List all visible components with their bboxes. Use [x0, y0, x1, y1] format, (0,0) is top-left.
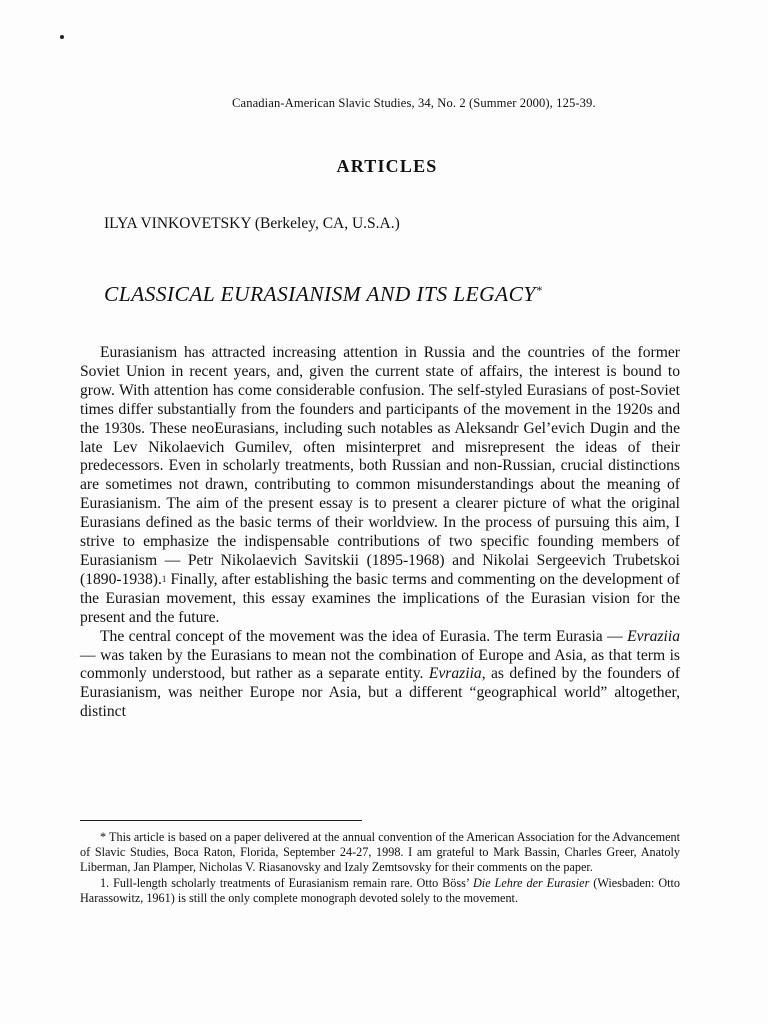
body-text-segment: , as defined by the founders of Eurasianism, was neither Europe nor Asia, but a different “geographical world” altogether, distinct: [80, 665, 681, 721]
footnote-star: * This article is based on a paper delivered at the annual convention of the American Association for the Advancement of Slavic Studies, Boca Raton, Florida, September 24-27, 1998. I am grateful to Mark Bassin, Charles Greer, Anatoly Liberman, Jan Plamper, Nicholas V. Riasanovsky and Izaly Zemtsovsky for their comments on the paper.: [80, 830, 680, 875]
scan-speck: [60, 35, 64, 39]
footnote-reference: 1: [161, 573, 167, 584]
footnotes: [80, 830, 680, 906]
title-footnote-marker: *: [535, 283, 543, 297]
journal-citation: Canadian-American Slavic Studies, 34, No. 2 (Summer 2000), 125-39.: [232, 96, 596, 110]
body-text-segment: Finally, after establishing the basic terms and commenting on the development of the Eurasian movement, this essay examines the implications of the Eurasian vision for the present and the future.: [80, 570, 680, 626]
body-text-segment: The central concept of the movement was the idea of Eurasia. The term Eurasia —: [100, 627, 628, 645]
body-paragraph: [80, 344, 680, 628]
body-text-segment: Eurasianism has attracted increasing attention in Russia and the countries of the former Soviet Union in recent years, and, given the current state of affairs, the interest is bound to grow. With attention has come considerable confusion. The self-styled Eurasians of post-Soviet times differ substantially from the founders and participants of the movement in the 1920s and the 1930s. These neoEurasians, including such notables as Aleksandr Gel’evich Dugin and the late Lev Nikolaevich Gumilev, often misinterpret and misrepresent the ideas of their predecessors. Even in scholarly treatments, both Russian and non-Russian, crucial distinctions are sometimes not drawn, contributing to common misunderstandings about the meaning of Eurasianism. The aim of the present essay is to present a clearer picture of what the original Eurasians defined as the basic terms of their worldview. In the process of pursuing this aim, I strive to emphasize the indispensable contributions of two specific founding members of Eurasianism — Petr Nikolaevich Savitskii (1895-1968) and Nikolai Sergeevich Trubetskoi (1890-1938).: [80, 344, 680, 588]
footnote-divider: [80, 820, 362, 821]
footnote-1: [80, 876, 680, 906]
italic-term: Evraziia: [627, 627, 680, 645]
body-text-segment: — was taken by the Eurasians to mean not the combination of Europe and Asia, as that term is commonly understood, but rather as a separate entity.: [80, 646, 680, 683]
footnote-text-segment: 1. Full-length scholarly treatments of Eurasianism remain rare. Otto Böss’: [100, 875, 473, 890]
article-body: [80, 344, 680, 722]
cited-book-title: Die Lehre der Eurasier: [473, 875, 590, 890]
body-paragraph: [80, 628, 680, 723]
italic-term: Evraziia: [428, 665, 482, 683]
article-title-text: CLASSICAL EURASIANISM AND ITS LEGACY: [104, 282, 536, 306]
author-byline: ILYA VINKOVETSKY (Berkeley, CA, U.S.A.): [104, 215, 400, 232]
article-title: [104, 282, 684, 307]
footnote-text-segment: (Wiesbaden: Otto Harassowitz, 1961) is still the only complete monograph devoted solely to the movement.: [80, 875, 681, 905]
section-heading: ARTICLES: [336, 156, 438, 176]
